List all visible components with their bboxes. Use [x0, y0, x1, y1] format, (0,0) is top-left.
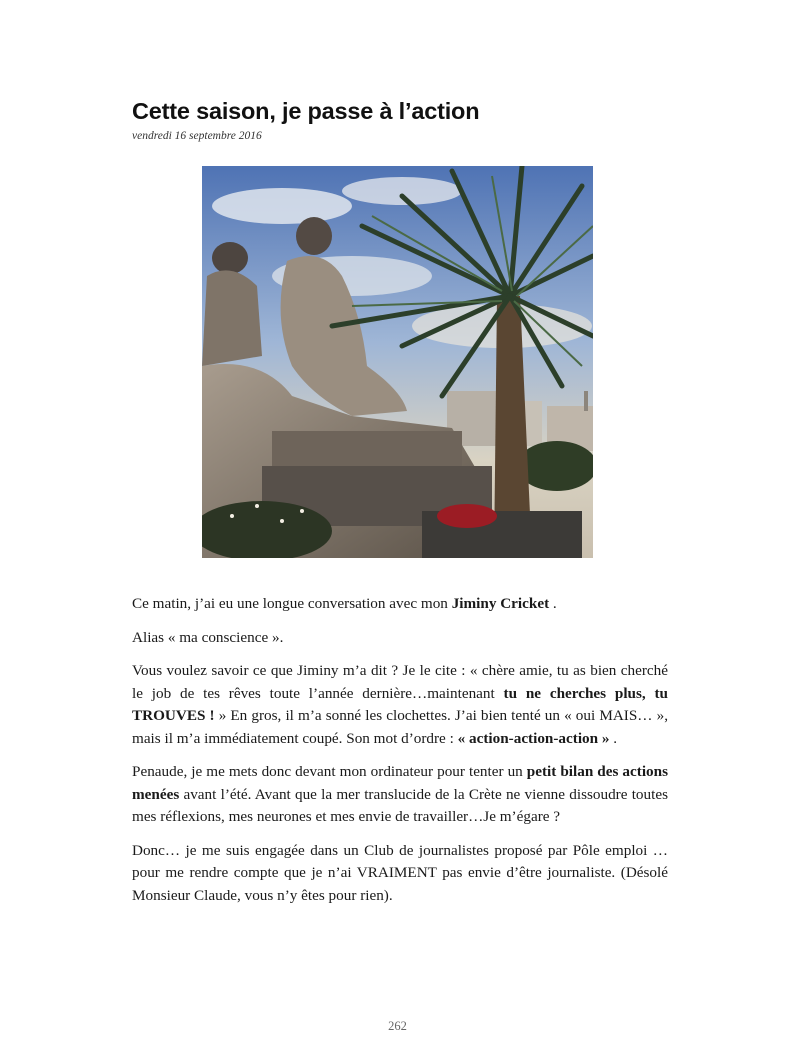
bold-text: « action-action-action »: [457, 729, 610, 747]
paragraph-2: [132, 627, 668, 650]
bold-text: tu ne cherches plus, tu TROUVES !: [132, 684, 668, 724]
paragraph-3: [132, 660, 668, 750]
paragraph-5: [132, 840, 668, 908]
paragraph-4: [132, 761, 668, 829]
text: Ce matin, j’ai eu une longue conversation avec mon: [132, 595, 452, 612]
article-photo: [202, 166, 593, 558]
text: Penaude, je me mets donc devant mon ordinateur pour tenter un: [132, 763, 527, 780]
paragraph-1: [132, 593, 668, 616]
text: Alias « ma conscience ».: [132, 628, 284, 646]
article-date: vendredi 16 septembre 2016: [132, 130, 262, 142]
text: .: [609, 729, 618, 747]
text: Donc… je me suis engagée dans un Club de journalistes proposé par Pôle emploi …pour me rendre compte que je n’ai VRAIMENT pas envie d’être journaliste. (Désolé Monsieur Claude, vous n’y êtes pour rien).: [132, 841, 668, 904]
text: » En gros, il m’a sonné les clochettes. J’ai bien tenté un « oui MAIS… », mais il m’a immédiatement coupé. Son mot d’ordre :: [132, 707, 668, 747]
text: .: [549, 595, 557, 612]
page-number: 262: [388, 1019, 407, 1033]
bold-text: Jiminy Cricket: [451, 595, 550, 612]
bold-text: petit bilan des actions menées: [132, 763, 668, 803]
article-body: [132, 593, 668, 918]
article-title: Cette saison, je passe à l’action: [132, 98, 480, 124]
text: avant l’été. Avant que la mer translucide de la Crète ne vienne dissoudre toutes mes réflexions, mes neurones et mes envie de travailler…Je m’égare ?: [132, 785, 668, 825]
text: Vous voulez savoir ce que Jiminy m’a dit ? Je le cite : « chère amie, tu as bien cherché le job de tes rêves toute l’année dernière…maintenant: [132, 662, 668, 702]
